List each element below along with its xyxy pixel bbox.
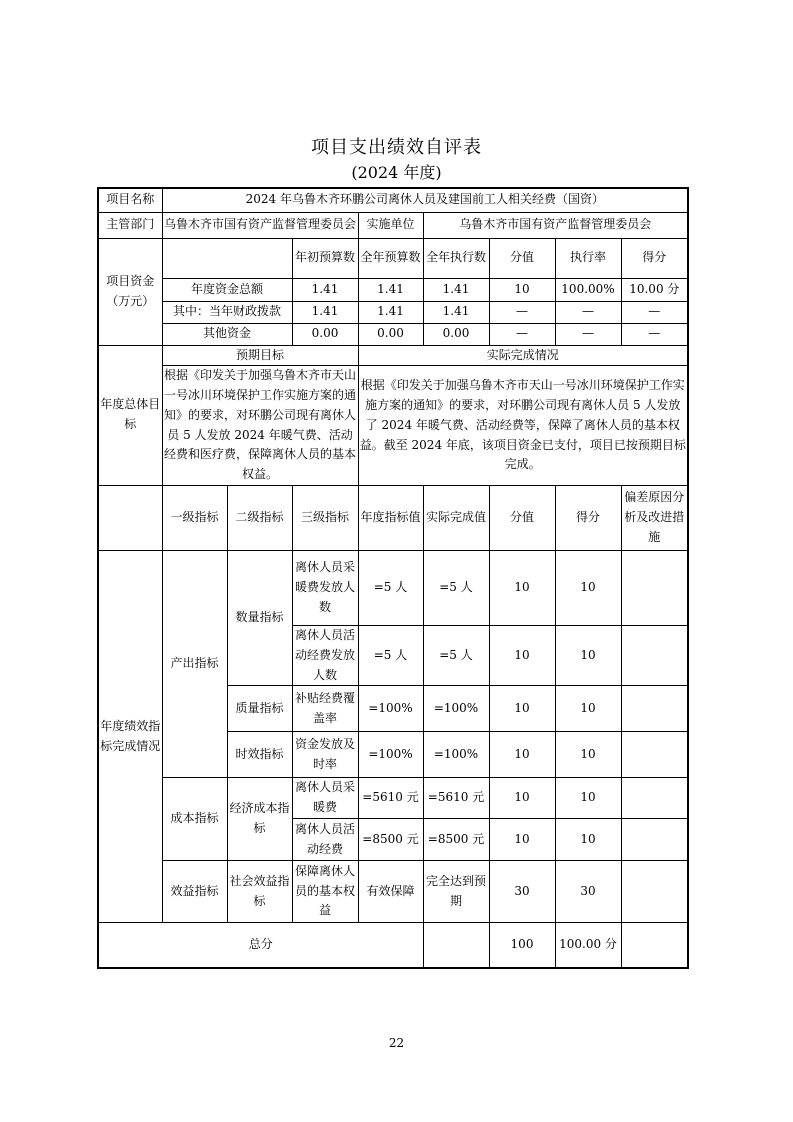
indicator-score-value: 10 <box>555 686 621 732</box>
indicator-target-value: =100% <box>358 732 423 778</box>
indicator-deviation-cell <box>621 778 688 819</box>
funds-rate-value: 100.00% <box>555 278 621 301</box>
total-label: 总分 <box>98 923 423 968</box>
table-row <box>98 366 688 486</box>
total-weight-value: 100 <box>489 923 555 968</box>
funds-initial-value: 1.41 <box>292 301 358 323</box>
total-score-value: 100.00 分 <box>555 923 621 968</box>
funds-label: 项目资金（万元） <box>98 238 162 345</box>
project-name-label: 项目名称 <box>98 188 162 212</box>
indicator-score-value: 10 <box>555 819 621 861</box>
table-row <box>98 551 688 626</box>
indicator-score-value: 30 <box>555 861 621 923</box>
project-name-value: 2024 年乌鲁木齐环鹏公司离休人员及建国前工人相关经费（国资） <box>162 188 688 212</box>
indicator-level3: 离休人员活动经费发放人数 <box>292 626 358 686</box>
indicator-deviation-cell <box>621 732 688 778</box>
indicators-header-level2: 二级指标 <box>227 486 292 551</box>
indicator-level3: 离休人员采暖费 <box>292 778 358 819</box>
indicators-header-weight: 分值 <box>489 486 555 551</box>
indicator-actual-value: =5 人 <box>423 626 489 686</box>
indicator-actual-value: =8500 元 <box>423 819 489 861</box>
indicator-target-value: =5 人 <box>358 551 423 626</box>
indicator-target-value: 有效保障 <box>358 861 423 923</box>
total-empty-cell <box>423 923 489 968</box>
indicators-section-label: 年度绩效指标完成情况 <box>98 551 162 923</box>
indicator-level2-economic-cost: 经济成本指标 <box>227 778 292 861</box>
indicator-level3: 离休人员活动经费 <box>292 819 358 861</box>
indicators-header-actual: 实际完成值 <box>423 486 489 551</box>
table-row <box>98 323 688 345</box>
funds-header-annual: 全年预算数 <box>358 238 423 278</box>
table-row <box>98 486 688 551</box>
impl-unit-value: 乌鲁木齐市国有资产监督管理委员会 <box>423 212 688 238</box>
indicator-level2-quality: 质量指标 <box>227 686 292 732</box>
indicator-weight-value: 30 <box>489 861 555 923</box>
indicators-empty-header <box>98 486 162 551</box>
indicator-weight-value: 10 <box>489 686 555 732</box>
funds-header-executed: 全年执行数 <box>423 238 489 278</box>
funds-initial-value: 0.00 <box>292 323 358 345</box>
table-row <box>98 238 688 278</box>
indicator-actual-value: =100% <box>423 732 489 778</box>
indicator-level1-benefit: 效益指标 <box>162 861 227 923</box>
table-row <box>98 345 688 366</box>
actual-completion-header: 实际完成情况 <box>358 345 688 366</box>
funds-executed-value: 1.41 <box>423 301 489 323</box>
indicator-actual-value: =5610 元 <box>423 778 489 819</box>
funds-row-name: 其他资金 <box>162 323 292 345</box>
funds-annual-value: 0.00 <box>358 323 423 345</box>
self-evaluation-table <box>97 187 689 969</box>
funds-header-score: 得分 <box>621 238 688 278</box>
funds-initial-value: 1.41 <box>292 278 358 301</box>
funds-rate-value: — <box>555 323 621 345</box>
funds-weight-value: — <box>489 323 555 345</box>
funds-header-weight: 分值 <box>489 238 555 278</box>
department-value: 乌鲁木齐市国有资产监督管理委员会 <box>162 212 358 238</box>
funds-empty-header <box>162 238 292 278</box>
indicator-deviation-cell <box>621 819 688 861</box>
indicator-score-value: 10 <box>555 778 621 819</box>
total-deviation-cell <box>621 923 688 968</box>
funds-header-initial: 年初预算数 <box>292 238 358 278</box>
table-row <box>98 212 688 238</box>
funds-row-name: 年度资金总额 <box>162 278 292 301</box>
table-row <box>98 778 688 819</box>
funds-score-value: — <box>621 301 688 323</box>
funds-executed-value: 1.41 <box>423 278 489 301</box>
indicator-deviation-cell <box>621 626 688 686</box>
table-row <box>98 188 688 212</box>
indicator-score-value: 10 <box>555 626 621 686</box>
page-title: 项目支出绩效自评表 <box>311 137 482 158</box>
funds-weight-value: 10 <box>489 278 555 301</box>
indicator-level3: 保障离休人员的基本权益 <box>292 861 358 923</box>
department-label: 主管部门 <box>98 212 162 238</box>
indicator-score-value: 10 <box>555 732 621 778</box>
indicator-actual-value: =100% <box>423 686 489 732</box>
funds-annual-value: 1.41 <box>358 301 423 323</box>
indicator-deviation-cell <box>621 551 688 626</box>
table-row <box>98 278 688 301</box>
annual-goal-label: 年度总体目标 <box>98 345 162 486</box>
actual-completion-text: 根据《印发关于加强乌鲁木齐市天山一号冰川环境保护工作实施方案的通知》的要求，对环鹏公司现有离休人员 5 人发放了 2024 年暖气费、活动经费等，保障了离休人员的基本权益。截至 2024 年底，该项目资金已支付，项目已按预期目标完成。 <box>358 366 688 486</box>
indicator-target-value: =8500 元 <box>358 819 423 861</box>
indicator-deviation-cell <box>621 686 688 732</box>
funds-header-rate: 执行率 <box>555 238 621 278</box>
funds-rate-value: — <box>555 301 621 323</box>
indicator-level2-timeliness: 时效指标 <box>227 732 292 778</box>
impl-unit-label: 实施单位 <box>358 212 423 238</box>
indicators-header-level3: 三级指标 <box>292 486 358 551</box>
indicator-target-value: =5 人 <box>358 626 423 686</box>
funds-executed-value: 0.00 <box>423 323 489 345</box>
table-row <box>98 861 688 923</box>
indicator-actual-value: =5 人 <box>423 551 489 626</box>
indicators-header-score: 得分 <box>555 486 621 551</box>
indicator-target-value: =100% <box>358 686 423 732</box>
indicator-level2-social-benefit: 社会效益指标 <box>227 861 292 923</box>
funds-annual-value: 1.41 <box>358 278 423 301</box>
table-row <box>98 923 688 968</box>
indicator-weight-value: 10 <box>489 551 555 626</box>
indicator-level2-quantity: 数量指标 <box>227 551 292 686</box>
indicator-actual-value: 完全达到预期 <box>423 861 489 923</box>
indicators-header-target: 年度指标值 <box>358 486 423 551</box>
indicator-weight-value: 10 <box>489 819 555 861</box>
indicators-header-level1: 一级指标 <box>162 486 227 551</box>
funds-score-value: 10.00 分 <box>621 278 688 301</box>
table-row <box>98 301 688 323</box>
funds-row-name: 其中：当年财政拨款 <box>162 301 292 323</box>
indicator-level1-output: 产出指标 <box>162 551 227 778</box>
funds-weight-value: — <box>489 301 555 323</box>
indicator-weight-value: 10 <box>489 732 555 778</box>
indicator-level3: 资金发放及时率 <box>292 732 358 778</box>
page-number: 22 <box>388 1036 405 1050</box>
indicator-weight-value: 10 <box>489 778 555 819</box>
expected-goal-header: 预期目标 <box>162 345 358 366</box>
indicators-header-deviation: 偏差原因分析及改进措施 <box>621 486 688 551</box>
page-subtitle: (2024 年度) <box>351 163 442 182</box>
indicator-target-value: =5610 元 <box>358 778 423 819</box>
indicator-level1-cost: 成本指标 <box>162 778 227 861</box>
expected-goal-text: 根据《印发关于加强乌鲁木齐市天山一号冰川环境保护工作实施方案的通知》的要求，对环鹏公司现有离休人员 5 人发放 2024 年暖气费、活动经费和医疗费，保障离休人员的基本权益。 <box>162 366 358 486</box>
funds-score-value: — <box>621 323 688 345</box>
indicator-deviation-cell <box>621 861 688 923</box>
indicator-score-value: 10 <box>555 551 621 626</box>
indicator-level3: 补贴经费覆盖率 <box>292 686 358 732</box>
indicator-level3: 离休人员采暖费发放人数 <box>292 551 358 626</box>
indicator-weight-value: 10 <box>489 626 555 686</box>
